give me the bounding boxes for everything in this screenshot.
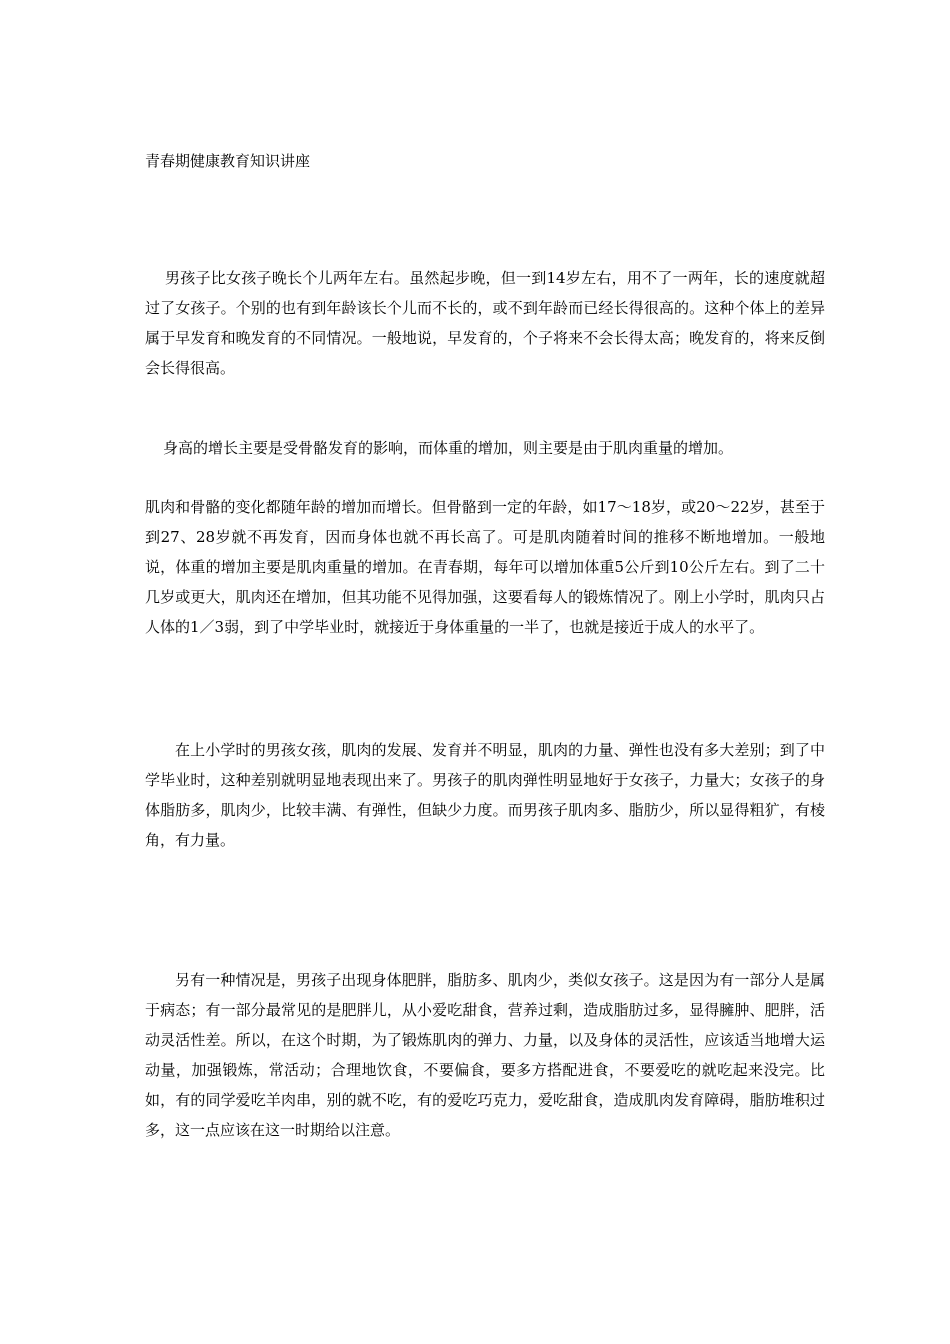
paragraph-4: 在上小学时的男孩女孩，肌肉的发展、发育并不明显，肌肉的力量、弹性也没有多大差别；到了中学毕业时，这种差别就明显地表现出来了。男孩子的肌肉弹性明显地好于女孩子，力量大；女孩子的身体脂肪多，肌肉少，比较丰满、有弹性，但缺少力度。而男孩子肌肉多、脂肪少，所以显得粗犷，有棱角，有力量。 (145, 741, 825, 849)
document-title: 青春期健康教育知识讲座 (145, 152, 311, 170)
paragraph-5: 另有一种情况是，男孩子出现身体肥胖，脂肪多、肌肉少，类似女孩子。这是因为有一部分人是属于病态；有一部分最常见的是肥胖儿，从小爱吃甜食，营养过剩，造成脂肪过多，显得臃肿、肥胖，活动灵活性差。所以，在这个时期，为了锻炼肌肉的弹力、力量，以及身体的灵活性，应该适当地增大运动量，加强锻炼，常活动；合理地饮食，不要偏食，要多方搭配进食，不要爱吃的就吃起来没完。比如，有的同学爱吃羊肉串，别的就不吃，有的爱吃巧克力，爱吃甜食，造成肌肉发育障碍，脂肪堆积过多，这一点应该在这一时期给以注意。 (145, 971, 825, 1139)
paragraph-2: 身高的增长主要是受骨骼发育的影响，而体重的增加，则主要是由于肌肉重量的增加。 (163, 439, 734, 457)
paragraph-3: 肌肉和骨骼的变化都随年龄的增加而增长。但骨骼到一定的年龄，如17～18岁，或20～22岁，甚至于到27、28岁就不再发育，因而身体也就不再长高了。可是肌肉随着时间的推移不断地增加。一般地说，体重的增加主要是肌肉重量的增加。在青春期，每年可以增加体重5公斤到10公斤左右。到了二十几岁或更大，肌肉还在增加，但其功能不见得加强，这要看每人的锻炼情况了。刚上小学时，肌肉只占人体的1／3弱，到了中学毕业时，就接近于身体重量的一半了，也就是接近于成人的水平了。 (145, 498, 825, 636)
paragraph-1: 男孩子比女孩子晚长个儿两年左右。虽然起步晚，但一到14岁左右，用不了一两年，长的速度就超过了女孩子。个别的也有到年龄该长个儿而不长的，或不到年龄而已经长得很高的。这种个体上的差异属于早发育和晚发育的不同情况。一般地说，早发育的，个子将来不会长得太高；晚发育的，将来反倒会长得很高。 (145, 269, 825, 377)
